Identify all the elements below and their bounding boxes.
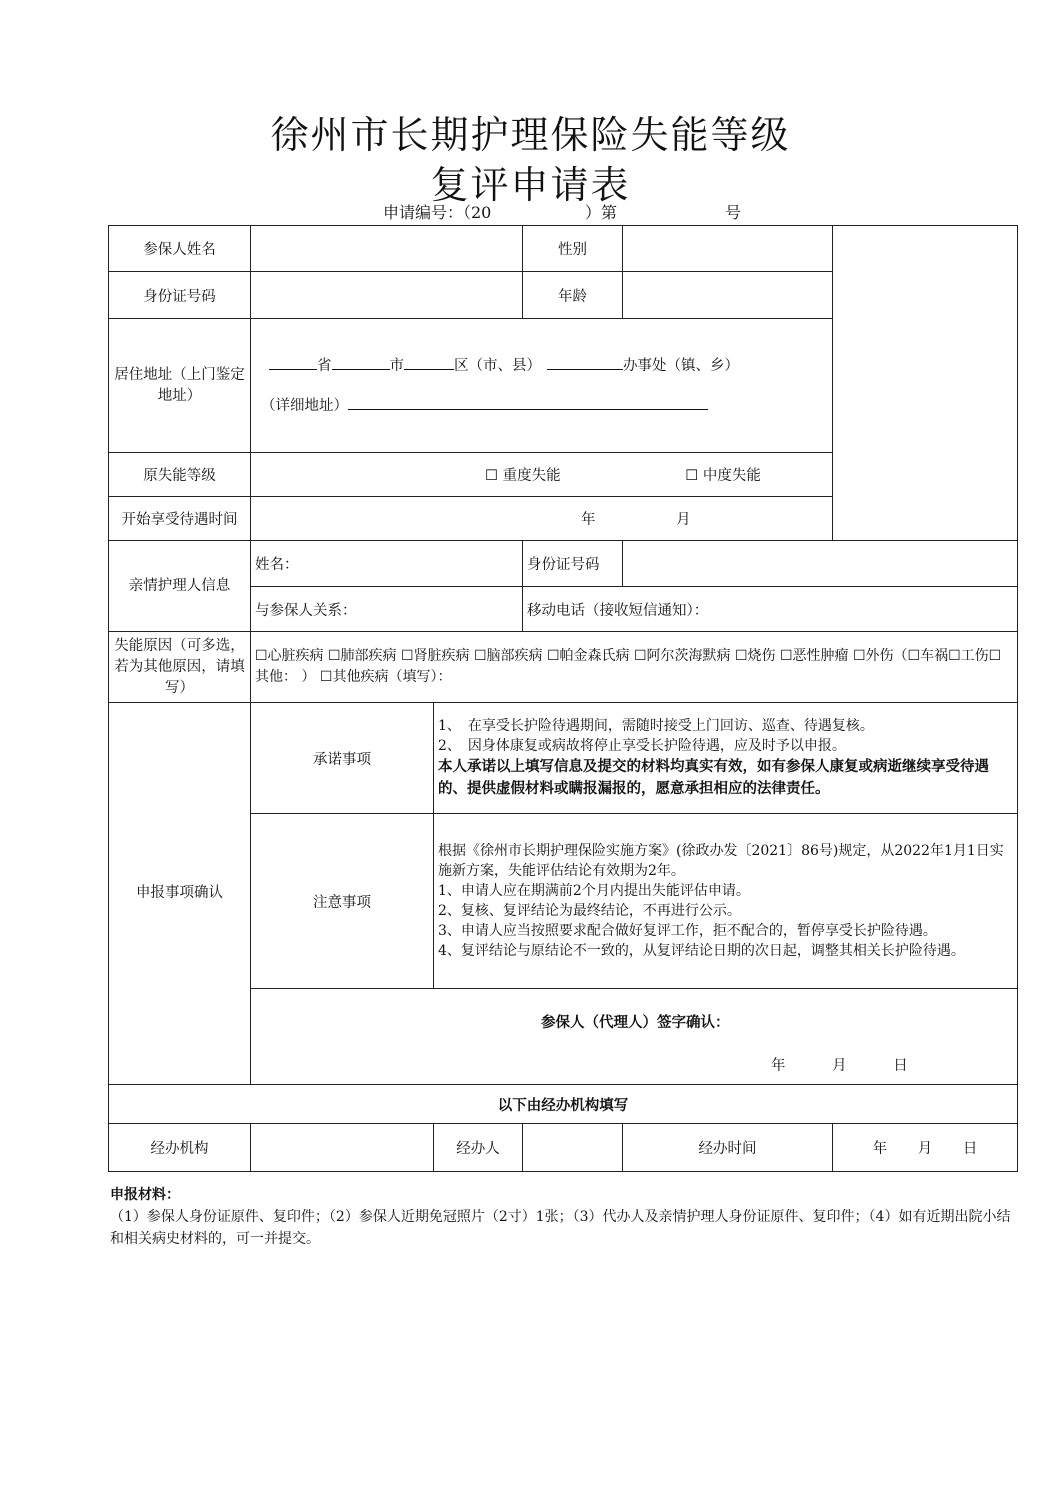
sign-day: 日	[893, 1058, 908, 1074]
orig-option-severe[interactable]: ☐ 重度失能	[485, 468, 561, 484]
age-label: 年龄	[523, 272, 623, 319]
materials-section	[110, 1184, 1015, 1250]
notice-content	[434, 814, 1018, 989]
agency-year: 年	[872, 1141, 888, 1157]
promise-content	[434, 703, 1018, 814]
id-label: 身份证号码	[109, 272, 251, 319]
address-field[interactable]	[251, 319, 833, 453]
age-field[interactable]	[623, 272, 833, 319]
sign-year: 年	[771, 1058, 786, 1074]
orig-level-options	[251, 453, 1018, 497]
signature-area[interactable]	[251, 989, 1018, 1085]
carer-phone-field[interactable]	[523, 587, 1018, 632]
agency-field[interactable]	[251, 1124, 434, 1172]
notice-item-1: 1、申请人应在期满前2个月内提出失能评估申请。	[438, 883, 750, 899]
name-label: 参保人姓名	[109, 226, 251, 272]
carer-phone-label: 移动电话（接收短信通知）：	[527, 602, 709, 619]
materials-text: （1）参保人身份证原件、复印件；（2）参保人近期免冠照片（2寸）1张；（3）代办人及亲情护理人身份证原件、复印件；（4）如有近期出院小结和相关病史材料的，可一并提交。	[110, 1209, 1011, 1247]
address-label: 居住地址（上门鉴定地址）	[109, 319, 251, 453]
notice-item-3: 3、申请人应当按照要求配合做好复评工作，拒不配合的，暂停享受长护险待遇。	[438, 923, 937, 939]
carer-relation-label: 与参保人关系：	[255, 602, 357, 619]
promise-label: 承诺事项	[251, 703, 434, 814]
gender-field[interactable]	[623, 226, 833, 272]
name-field[interactable]	[251, 226, 523, 272]
orig-level-label: 原失能等级	[109, 453, 251, 497]
agency-day: 日	[962, 1141, 978, 1157]
agency-label: 经办机构	[109, 1124, 251, 1172]
orig-option-moderate[interactable]: ☐ 中度失能	[685, 468, 761, 484]
notice-label: 注意事项	[251, 814, 434, 989]
gender-label: 性别	[523, 226, 623, 272]
materials-heading: 申报材料：	[110, 1187, 180, 1203]
promise-statement: 本人承诺以上填写信息及提交的材料均真实有效，如有参保人康复或病逝继续享受待遇的、提供虚假材料或瞒报漏报的，愿意承担相应的法律责任。	[438, 758, 989, 797]
promise-item-2: 2、 因身体康复或病故将停止享受长护险待遇，应及时予以申报。	[438, 738, 846, 754]
carer-relation-field[interactable]	[251, 587, 523, 632]
cause-label: 失能原因（可多选，若为其他原因，请填写）	[109, 632, 251, 703]
confirm-label: 申报事项确认	[109, 703, 251, 1085]
carer-id-label: 身份证号码	[523, 541, 623, 587]
notice-item-2: 2、复核、复评结论为最终结论，不再进行公示。	[438, 903, 741, 919]
start-time-label: 开始享受待遇时间	[109, 497, 251, 541]
notice-item-4: 4、复评结论与原结论不一致的，从复评结论日期的次日起，调整其相关长护险待遇。	[438, 943, 965, 959]
app-no-suffix: 号	[725, 203, 742, 222]
carer-label: 亲情护理人信息	[109, 541, 251, 632]
app-no-label: 申请编号：（20	[383, 203, 492, 222]
carer-id-field[interactable]	[623, 541, 1018, 587]
addr-office: 办事处（镇、乡）	[623, 357, 739, 374]
start-time-field[interactable]	[251, 497, 1018, 541]
addr-city: 市	[389, 357, 404, 374]
promise-item-1: 1、 在享受长护险待遇期间，需随时接受上门回访、巡查、待遇复核。	[438, 718, 874, 734]
carer-name-field[interactable]	[251, 541, 523, 587]
addr-province: 省	[317, 357, 332, 374]
start-year: 年	[581, 512, 596, 528]
cause-options[interactable]: ☐心脏疾病 ☐肺部疾病 ☐肾脏疾病 ☐脑部疾病 ☐帕金森氏病 ☐阿尔茨海默病 ☐烧伤 ☐恶性肿瘤 ☐外伤（☐车祸☐工伤☐其他： ） ☐其他疾病（填写）：	[251, 632, 1018, 703]
addr-detail-label: （详细地址）	[261, 397, 348, 414]
form-title-line2: 复评申请表	[430, 163, 631, 207]
signature-label: 参保人（代理人）签字确认：	[541, 1014, 730, 1031]
form-title-line1: 徐州市长期护理保险失能等级	[270, 113, 791, 157]
agency-section-header: 以下由经办机构填写	[109, 1085, 1018, 1124]
id-field[interactable]	[251, 272, 523, 319]
notice-intro: 根据《徐州市长期护理保险实施方案》(徐政办发〔2021〕86号)规定，从2022年1月1日实施新方案，失能评估结论有效期为2年。	[438, 843, 1004, 879]
carer-name-label: 姓名：	[255, 557, 299, 573]
agency-month: 月	[917, 1141, 933, 1157]
application-form-table	[108, 225, 1018, 1172]
handler-label: 经办人	[434, 1124, 523, 1172]
addr-district: 区（市、县）	[454, 357, 541, 374]
start-month: 月	[676, 512, 691, 528]
handle-time-field[interactable]	[833, 1124, 1018, 1172]
handler-field[interactable]	[523, 1124, 623, 1172]
handle-time-label: 经办时间	[623, 1124, 833, 1172]
sign-month: 月	[832, 1058, 847, 1074]
app-no-close: ）第	[585, 203, 618, 222]
